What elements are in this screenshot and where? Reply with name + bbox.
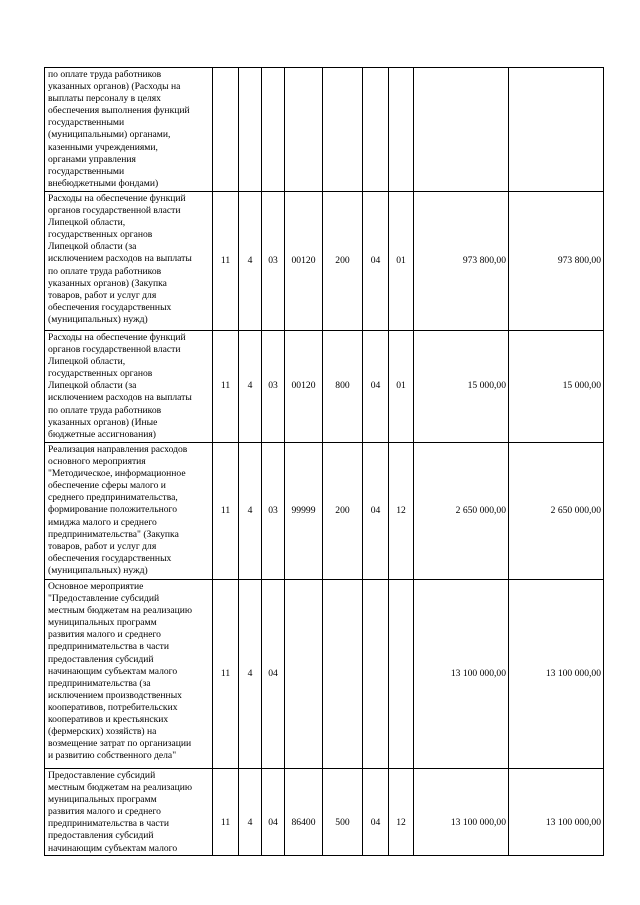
code-cell: 4 <box>239 331 262 443</box>
table-row <box>45 68 604 192</box>
code-cell: 86400 <box>285 769 323 856</box>
code-cell: 12 <box>389 769 414 856</box>
code-cell <box>323 580 363 769</box>
code-cell: 4 <box>239 580 262 769</box>
code-cell: 04 <box>363 192 389 331</box>
code-cell <box>389 68 414 192</box>
code-cell: 11 <box>213 769 239 856</box>
code-cell <box>323 68 363 192</box>
code-cell <box>285 68 323 192</box>
code-cell: 4 <box>239 443 262 580</box>
table-row <box>45 580 604 769</box>
amount-cell: 13 100 000,00 <box>414 769 509 856</box>
row-description: Основное мероприятие "Предоставление субсидий местным бюджетам на реализацию муниципальных программ развития малого и среднего предпринимательства в части предоставления субсидий начинающим субъектам малого предпринимательства (за исключением производственных кооперативов, потребительских кооперативов и крестьянских (фермерских) хозяйств) на возмещение затрат по организации и развитию собственного дела" <box>45 580 213 769</box>
code-cell <box>213 68 239 192</box>
table-row <box>45 192 604 331</box>
code-cell: 200 <box>323 192 363 331</box>
row-description: по оплате труда работников указанных органов) (Расходы на выплаты персоналу в целях обеспечения выполнения функций государственными (муниципальными) органами, казенными учреждениями, органами управления государственными внебюджетными фондами) <box>45 68 213 192</box>
code-cell <box>262 68 285 192</box>
amount-cell <box>414 68 509 192</box>
code-cell: 04 <box>363 443 389 580</box>
row-description: Реализация направления расходов основного мероприятия "Методическое, информационное обеспечение сферы малого и среднего предпринимательства, формирование положительного имиджа малого и среднего предпринимательства" (Закупка товаров, работ и услуг для обеспечения государственных (муниципальных) нужд) <box>45 443 213 580</box>
code-cell: 03 <box>262 192 285 331</box>
code-cell <box>363 580 389 769</box>
table-row <box>45 331 604 443</box>
amount-cell: 973 800,00 <box>414 192 509 331</box>
code-cell: 11 <box>213 331 239 443</box>
amount-cell <box>509 68 604 192</box>
code-cell: 04 <box>363 331 389 443</box>
row-description: Расходы на обеспечение функций органов государственной власти Липецкой области, государственных органов Липецкой области (за исключением расходов на выплаты по оплате труда работников указанных органов) (Закупка товаров, работ и услуг для обеспечения государственных (муниципальных) нужд) <box>45 192 213 331</box>
code-cell: 99999 <box>285 443 323 580</box>
amount-cell: 2 650 000,00 <box>509 443 604 580</box>
amount-cell: 15 000,00 <box>509 331 604 443</box>
budget-table <box>44 67 604 856</box>
code-cell: 04 <box>262 769 285 856</box>
amount-cell: 13 100 000,00 <box>509 580 604 769</box>
code-cell: 4 <box>239 769 262 856</box>
code-cell <box>363 68 389 192</box>
code-cell: 01 <box>389 331 414 443</box>
code-cell: 01 <box>389 192 414 331</box>
code-cell: 00120 <box>285 331 323 443</box>
amount-cell: 2 650 000,00 <box>414 443 509 580</box>
code-cell: 12 <box>389 443 414 580</box>
code-cell: 11 <box>213 580 239 769</box>
code-cell: 200 <box>323 443 363 580</box>
table-row <box>45 769 604 856</box>
code-cell: 4 <box>239 192 262 331</box>
code-cell: 03 <box>262 443 285 580</box>
code-cell: 00120 <box>285 192 323 331</box>
code-cell: 500 <box>323 769 363 856</box>
code-cell <box>389 580 414 769</box>
amount-cell: 15 000,00 <box>414 331 509 443</box>
row-description: Предоставление субсидий местным бюджетам на реализацию муниципальных программ развития малого и среднего предпринимательства в части предоставления субсидий начинающим субъектам малого <box>45 769 213 856</box>
amount-cell: 13 100 000,00 <box>414 580 509 769</box>
code-cell: 800 <box>323 331 363 443</box>
code-cell: 04 <box>363 769 389 856</box>
code-cell: 03 <box>262 331 285 443</box>
code-cell: 11 <box>213 443 239 580</box>
row-description: Расходы на обеспечение функций органов государственной власти Липецкой области, государственных органов Липецкой области (за исключением расходов на выплаты по оплате труда работников указанных органов) (Иные бюджетные ассигнования) <box>45 331 213 443</box>
code-cell <box>285 580 323 769</box>
amount-cell: 13 100 000,00 <box>509 769 604 856</box>
amount-cell: 973 800,00 <box>509 192 604 331</box>
code-cell <box>239 68 262 192</box>
code-cell: 11 <box>213 192 239 331</box>
table-row <box>45 443 604 580</box>
code-cell: 04 <box>262 580 285 769</box>
